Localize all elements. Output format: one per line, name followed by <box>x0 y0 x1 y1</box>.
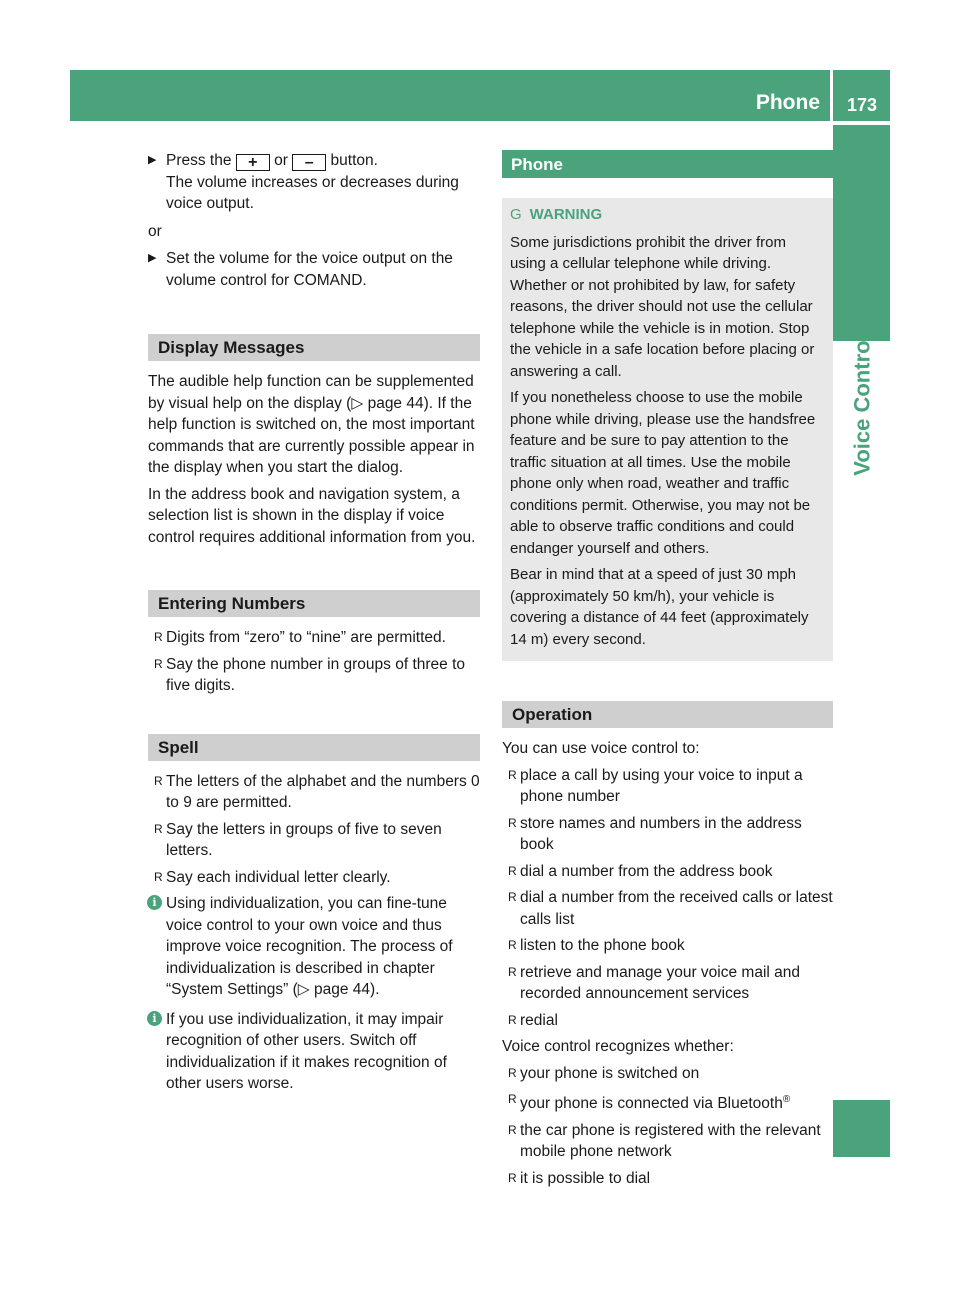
bullet-icon: R <box>154 656 163 671</box>
bullet-icon: R <box>508 1012 517 1027</box>
bullet-list <box>502 765 833 1032</box>
paragraph: Voice control recognizes whether: <box>502 1038 734 1055</box>
section-title: Display Messages <box>148 334 480 361</box>
list-item: R the car phone is registered with the relevant mobile phone network <box>508 1121 821 1160</box>
header-title: Phone <box>755 91 820 114</box>
plus-button-symbol: + <box>236 154 270 171</box>
bullet-icon: R <box>508 1092 517 1106</box>
bullet-icon: R <box>508 767 517 782</box>
info-icon: i <box>147 895 162 910</box>
list-item: R The letters of the alphabet and the numbers 0 to 9 are permitted. <box>154 772 480 811</box>
list-item: R Digits from “zero” to “nine” are permitted. <box>148 627 480 649</box>
warning-paragraph: Some jurisdictions prohibit the driver from using a cellular telephone while driving. Whether or not prohibited by law, for safety reasons, the driver should not use the cellular telephone while the vehicle is in motion. Stop the vehicle in a safe location before placing or answering a call. <box>510 233 815 380</box>
bullet-list <box>148 627 480 697</box>
list-item: R dial a number from the address book <box>502 861 833 883</box>
info-icon: i <box>147 1011 162 1026</box>
list-item: R Say each individual letter clearly. <box>148 867 480 889</box>
list-item: R place a call by using your voice to input a phone number <box>508 766 803 805</box>
side-tab <box>833 125 890 341</box>
list-item: R Say the phone number in groups of three to five digits. <box>154 655 466 694</box>
page-header <box>70 70 890 121</box>
left-column <box>148 150 480 1103</box>
page-ref-arrow-icon: ▷ <box>297 981 310 998</box>
side-tab-label: Voice Control <box>849 334 875 476</box>
step-result: The volume increases or decreases during voice output. <box>166 173 459 212</box>
warning-icon: G <box>510 206 522 223</box>
bullet-icon: R <box>154 773 163 788</box>
list-item: R your phone is switched on <box>502 1063 833 1085</box>
minus-button-symbol: – <box>292 154 326 171</box>
list-item: R dial a number from the received calls or latest calls list <box>508 889 833 928</box>
section-title: Operation <box>502 701 833 728</box>
info-note: i If you use individualization, it may impair recognition of other users. Switch off individualization if it makes recognition of other users worse. <box>148 1009 480 1095</box>
paragraph: In the address book and navigation system, a selection list is shown in the display if voice control requires additional information from you. <box>148 485 476 546</box>
bullet-icon: R <box>508 938 517 952</box>
warning-title: G WARNING <box>510 204 825 226</box>
bullet-icon: R <box>508 890 517 904</box>
bullet-icon: R <box>508 1170 517 1185</box>
bullet-list <box>502 1063 833 1190</box>
registered-mark: ® <box>782 1094 791 1105</box>
list-item: R redial <box>502 1010 833 1032</box>
paragraph: You can use voice control to: <box>502 740 700 757</box>
bullet-icon: R <box>154 821 163 836</box>
or-text: or <box>148 222 162 240</box>
section-title: Spell <box>148 734 480 761</box>
page-number: 173 <box>846 95 878 115</box>
warning-box <box>502 198 833 661</box>
page-ref-arrow-icon: ▷ <box>351 394 364 412</box>
bullet-icon: R <box>508 863 517 878</box>
side-marker <box>833 1100 890 1157</box>
list-item: R listen to the phone book <box>502 935 833 957</box>
bullet-icon: R <box>508 964 517 979</box>
list-item: R retrieve and manage your voice mail and recorded announcement services <box>508 963 801 1002</box>
bullet-icon: R <box>508 815 517 830</box>
section-title: Entering Numbers <box>148 590 480 617</box>
warning-paragraph: If you nonetheless choose to use the mobile phone while driving, please use the handsfree feature and be sure to pay attention to the traffic situation at all times. Use the mobile phone only when road, weather and traffic conditions permit. Otherwise, you may not be able to observe traffic conditions and could endanger yourself and others. <box>510 389 816 557</box>
list-item: R your phone is connected via Bluetooth® <box>502 1089 833 1115</box>
header-divider <box>830 70 833 121</box>
list-item: R Say the letters in groups of five to seven letters. <box>154 820 442 859</box>
paragraph: The audible help function can be supplemented by visual help on the display (▷ page 44). If the help function is switched on, the most important commands that are currently possible appear in the display when you start the dialog. <box>148 373 475 476</box>
info-note: i Using individualization, you can fine-tune voice control to your own voice and thus improve voice recognition. The process of individualization is described in chapter “System Settings” (▷ page 44). <box>148 893 480 1001</box>
warning-paragraph: Bear in mind that at a speed of just 30 mph (approximately 50 km/h), your vehicle is covering a distance of 44 feet (approximately 14 m) every second. <box>510 566 809 648</box>
bullet-icon: R <box>154 630 163 644</box>
right-column <box>502 150 833 1194</box>
list-item: R it is possible to dial <box>502 1168 833 1190</box>
arrow-icon: ▶ <box>148 252 157 264</box>
arrow-icon: ▶ <box>148 154 157 166</box>
instruction-step: ▶ Set the volume for the voice output on the volume control for COMAND. <box>148 250 453 289</box>
bullet-icon: R <box>508 1065 517 1080</box>
bullet-icon: R <box>508 1122 517 1137</box>
section-title-phone: Phone <box>502 150 833 178</box>
bullet-list <box>148 771 480 889</box>
bullet-icon: R <box>154 869 163 884</box>
list-item: R store names and numbers in the address book <box>508 814 802 853</box>
instruction-step: ▶ Press the + or – button. <box>148 152 378 171</box>
